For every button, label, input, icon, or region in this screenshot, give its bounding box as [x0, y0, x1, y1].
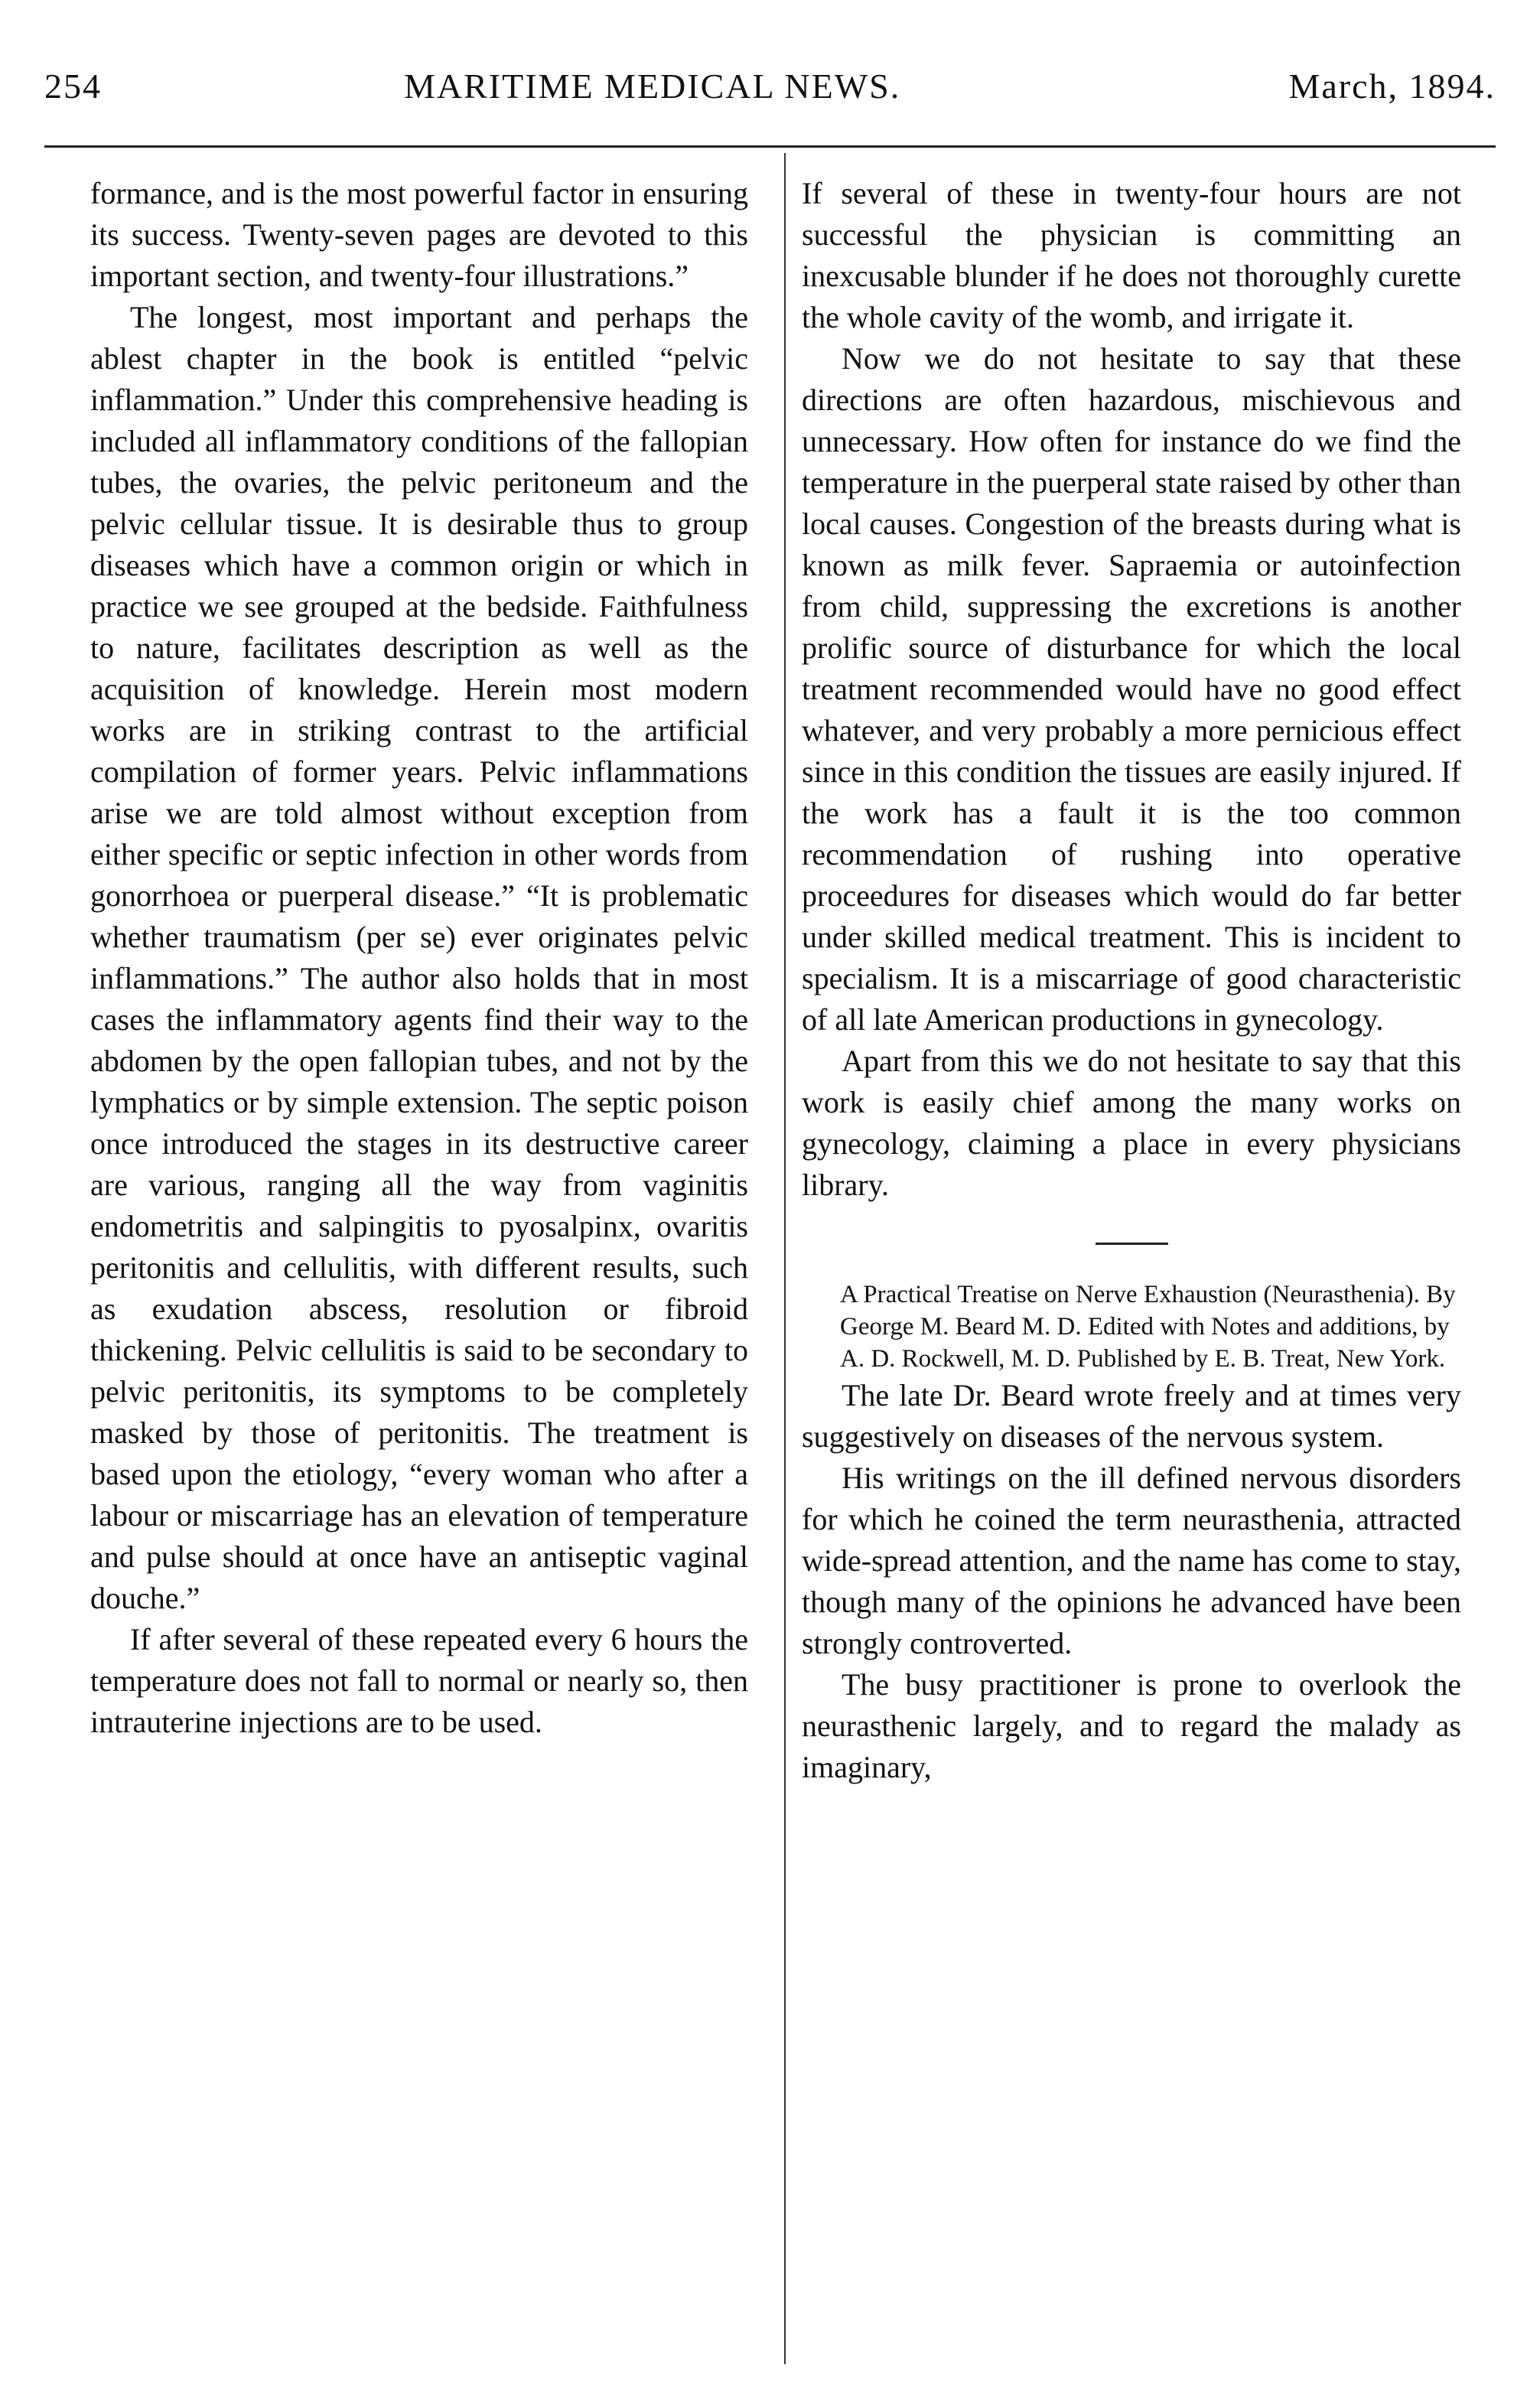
header-rule [44, 145, 1496, 148]
right-paragraph-4: The late Dr. Beard wrote freely and at times very suggestively on diseases of the nervous system. [802, 1378, 1461, 1454]
page-number: 254 [44, 67, 102, 106]
running-header [44, 66, 1496, 119]
left-paragraph-3: If after several of these repeated every 6 hours the temperature does not fall to normal or nearly so, then intrauterine injections are to be used. [90, 1622, 748, 1739]
left-column [90, 173, 748, 1743]
column-divider [784, 153, 786, 2364]
issue-date: March, 1894. [1288, 67, 1496, 106]
right-column [802, 173, 1461, 1788]
journal-title: MARITIME MEDICAL NEWS. [404, 67, 901, 106]
book-citation: A Practical Treatise on Nerve Exhaustion (Neurasthenia). By George M. Beard M. D. Edited with Notes and additions, by A. D. Rockwell, M. D. Published by E. B. Treat, New York. [840, 1281, 1456, 1373]
right-paragraph-6: The busy practitioner is prone to overlook the neurasthenic largely, and to regard the malady as imaginary, [802, 1667, 1461, 1784]
right-paragraph-1: If several of these in twenty-four hours are not successful the physician is committing an inexcusable blunder if he does not thoroughly curette the whole cavity of the womb, and irrigate it. [802, 176, 1461, 334]
left-paragraph-2: The longest, most important and perhaps the ablest chapter in the book is entitled “pelvic inflammation.” Under this comprehensive heading is included all inflammatory conditions of the fallopian tubes, the ovaries, the pelvic peritoneum and the pelvic cellular tissue. It is desirable thus to group diseases which have a common origin or which in practice we see grouped at the bedside. Faithfulness to nature, facilitates description as well as the acquisition of knowledge. Herein most modern works are in striking contrast to the artificial compilation of former years. Pelvic inflammations arise we are told almost without exception from either specific or septic infection in other words from gonorrhoea or puerperal disease.” “It is problematic whether traumatism (per se) ever originates pelvic inflammations.” The author also holds that in most cases the inflammatory agents find their way to the abdomen by the open fallopian tubes, and not by the lymphatics or by simple extension. The septic poison once introduced the stages in its destructive career are various, ranging all the way from vaginitis endometritis and salpingitis to pyosalpinx, ovaritis peritonitis and cellulitis, with different results, such as exudation abscess, resolution or fibroid thickening. Pelvic cellulitis is said to be secondary to pelvic peritonitis, its symptoms to be completely masked by those of peritonitis. The treatment is based upon the etiology, “every woman who after a labour or miscarriage has an elevation of temperature and pulse should at once have an antiseptic vaginal douche.” [90, 300, 748, 1615]
right-paragraph-5: His writings on the ill defined nervous disorders for which he coined the term neurasthenia, attracted wide-spread attention, and the name has come to stay, though many of the opinions he advanced have been strongly controverted. [802, 1461, 1461, 1660]
right-paragraph-3: Apart from this we do not hesitate to say that this work is easily chief among the many works on gynecology, claiming a place in every physicians library. [802, 1044, 1461, 1202]
section-separator [1096, 1243, 1168, 1245]
right-paragraph-2: Now we do not hesitate to say that these directions are often hazardous, mischievous and unnecessary. How often for instance do we find the temperature in the puerperal state raised by other than local causes. Congestion of the breasts during what is known as milk fever. Sapraemia or autoinfection from child, suppressing the excretions is another prolific source of disturbance for which the local treatment recommended would have no good effect whatever, and very probably a more pernicious effect since in this condition the tissues are easily injured. If the work has a fault it is the too common recommendation of rushing into operative proceedures for diseases which would do far better under skilled medical treatment. This is incident to specialism. It is a miscarriage of good characteristic of all late American productions in gynecology. [802, 341, 1461, 1037]
left-paragraph-1: formance, and is the most powerful factor in ensuring its success. Twenty-seven pages are devoted to this important section, and twenty-four illustrations.” [90, 176, 748, 293]
